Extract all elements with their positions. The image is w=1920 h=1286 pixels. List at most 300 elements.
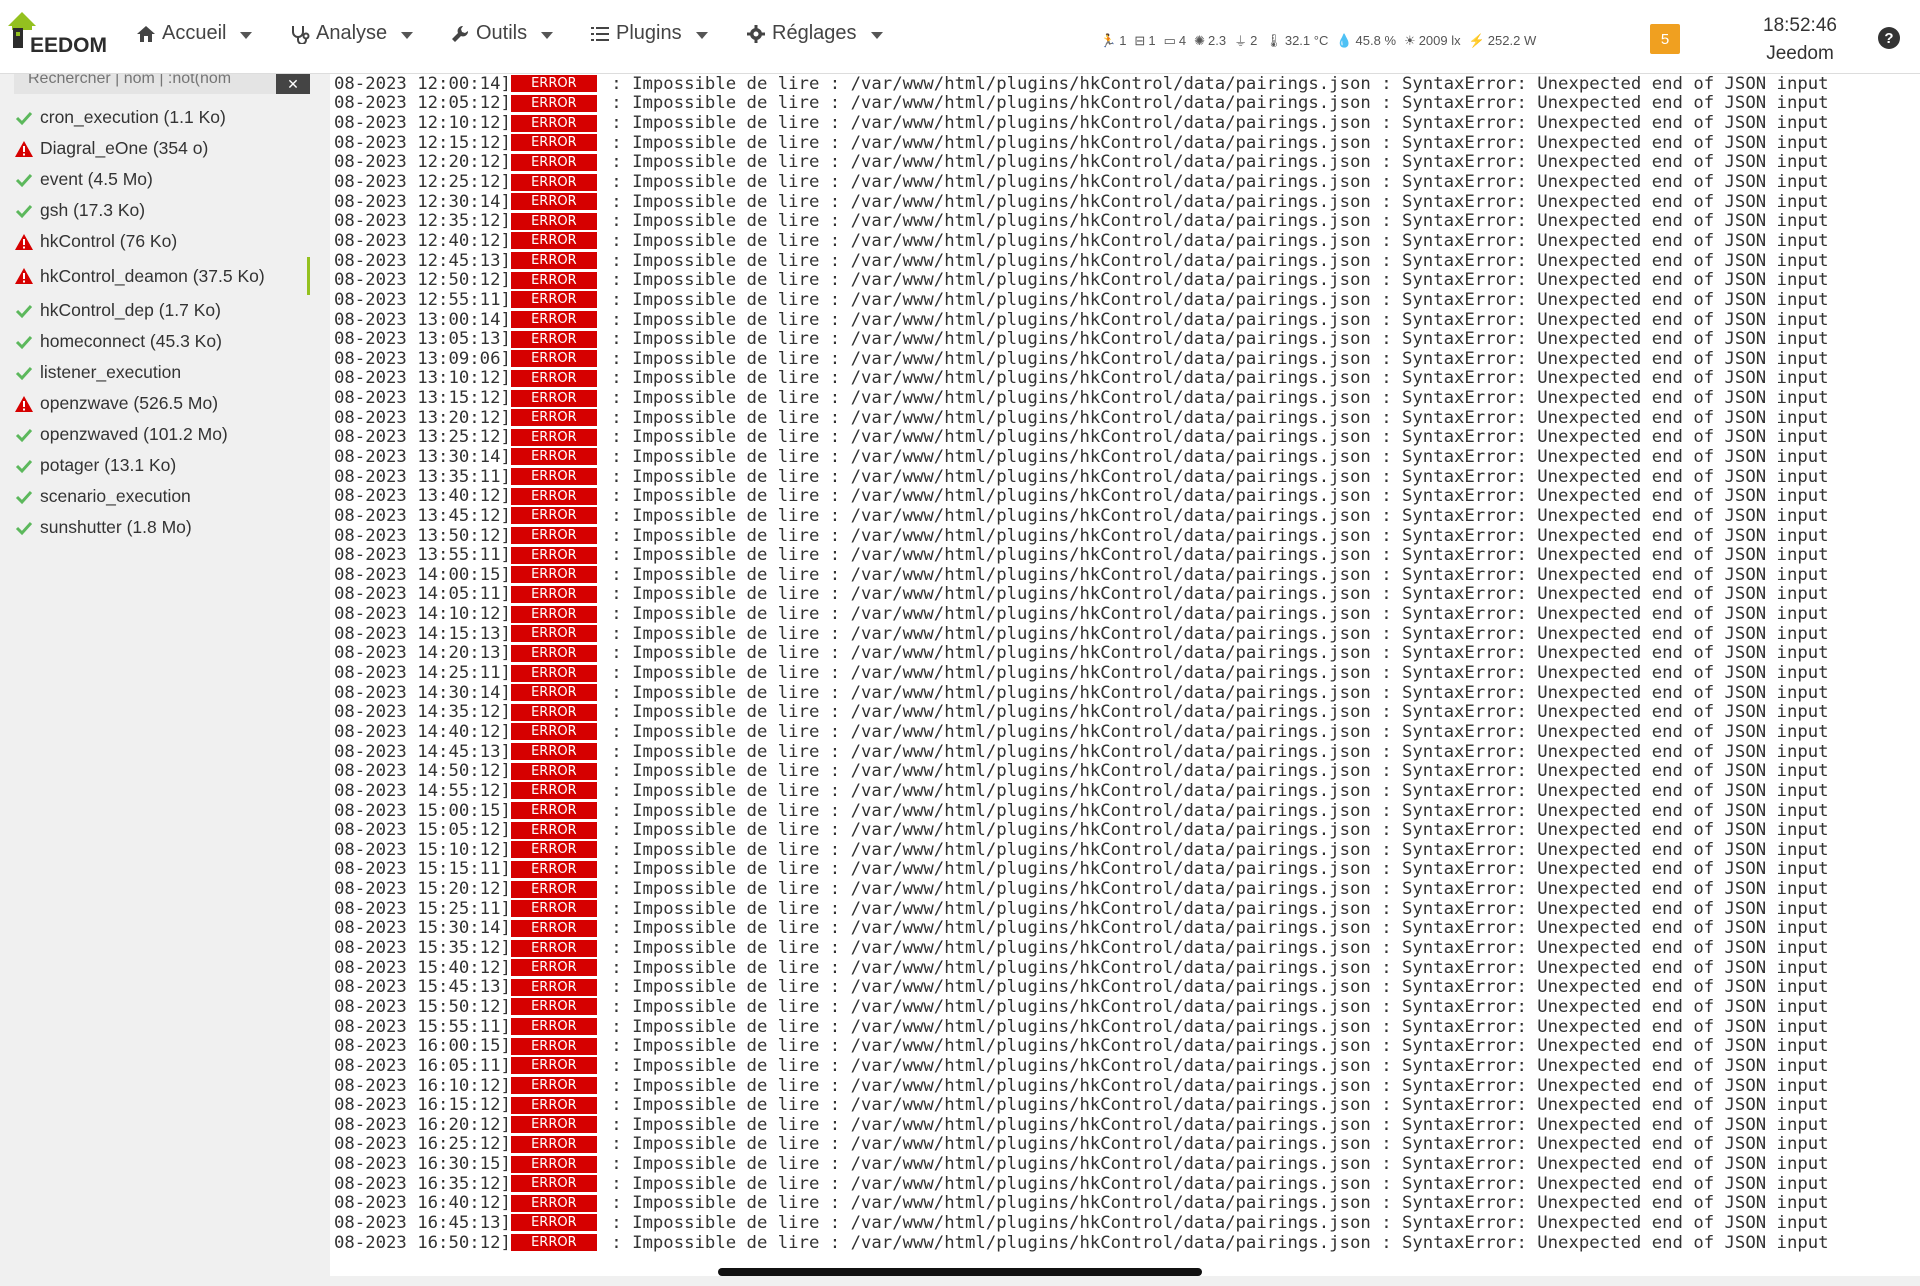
log-timestamp: 08-2023 16:10:12] — [334, 1075, 511, 1096]
log-message: : Impossible de lire : /var/www/html/plugins/hkControl/data/pairings.json : SyntaxError: Unexpected end of JSON input — [600, 780, 1829, 801]
error-level-badge: ERROR — [511, 115, 597, 132]
log-item[interactable] — [0, 257, 310, 295]
log-line — [334, 1135, 1829, 1155]
log-timestamp: 08-2023 15:20:12] — [334, 879, 511, 900]
log-viewer[interactable] — [330, 74, 1920, 1276]
error-level-badge: ERROR — [511, 350, 597, 367]
error-level-badge: ERROR — [511, 1097, 597, 1114]
error-level-badge: ERROR — [511, 252, 597, 269]
log-lines — [334, 74, 1829, 1252]
log-timestamp: 08-2023 15:10:12] — [334, 839, 511, 860]
error-level-badge: ERROR — [511, 979, 597, 996]
menu-outils[interactable] — [450, 22, 553, 45]
log-message: : Impossible de lire : /var/www/html/plugins/hkControl/data/pairings.json : SyntaxError: Unexpected end of JSON input — [600, 957, 1829, 978]
log-line — [334, 74, 1829, 94]
close-icon[interactable]: ✕ — [276, 74, 310, 94]
error-level-badge: ERROR — [511, 723, 597, 740]
log-message: : Impossible de lire : /var/www/html/plugins/hkControl/data/pairings.json : SyntaxError: Unexpected end of JSON input — [600, 879, 1829, 900]
wrench-icon — [450, 24, 470, 44]
log-line — [334, 467, 1829, 487]
log-line — [334, 565, 1829, 585]
error-level-badge: ERROR — [511, 959, 597, 976]
log-line — [334, 1095, 1829, 1115]
clock-time: 18:52:46 — [1763, 15, 1837, 36]
menu-outils-label: Outils — [476, 22, 528, 44]
warning-icon — [14, 266, 34, 286]
log-message: : Impossible de lire : /var/www/html/plugins/hkControl/data/pairings.json : SyntaxError: Unexpected end of JSON input — [600, 486, 1829, 507]
log-item-label: gsh (17.3 Ko) — [40, 200, 146, 220]
log-item-label: hkControl_deamon (37.5 Ko) — [40, 265, 265, 286]
check-icon — [14, 201, 34, 221]
status-door[interactable]: ⊟ 1 — [1134, 32, 1156, 48]
log-line — [334, 251, 1829, 271]
log-line — [334, 977, 1829, 997]
error-level-badge: ERROR — [511, 232, 597, 249]
jeedom-logo[interactable] — [8, 10, 108, 62]
log-message: : Impossible de lire : /var/www/html/plugins/hkControl/data/pairings.json : SyntaxError: Unexpected end of JSON input — [600, 1173, 1829, 1194]
log-message: : Impossible de lire : /var/www/html/plugins/hkControl/data/pairings.json : SyntaxError: Unexpected end of JSON input — [600, 623, 1829, 644]
log-message: : Impossible de lire : /var/www/html/plugins/hkControl/data/pairings.json : SyntaxError: Unexpected end of JSON input — [600, 407, 1829, 428]
log-message: : Impossible de lire : /var/www/html/plugins/hkControl/data/pairings.json : SyntaxError: Unexpected end of JSON input — [600, 1154, 1829, 1175]
log-line — [334, 703, 1829, 723]
log-search — [14, 74, 310, 94]
log-line — [334, 958, 1829, 978]
error-level-badge: ERROR — [511, 527, 597, 544]
log-line — [334, 761, 1829, 781]
log-line — [334, 133, 1829, 153]
log-item-label: Diagral_eOne (354 o) — [40, 138, 209, 158]
status-light[interactable]: ✺ 2.3 — [1194, 32, 1227, 48]
log-message: : Impossible de lire : /var/www/html/plugins/hkControl/data/pairings.json : SyntaxError: Unexpected end of JSON input — [600, 132, 1829, 153]
log-line — [334, 644, 1829, 664]
log-timestamp: 08-2023 12:55:11] — [334, 289, 511, 310]
log-message: : Impossible de lire : /var/www/html/plugins/hkControl/data/pairings.json : SyntaxError: Unexpected end of JSON input — [600, 1212, 1829, 1233]
error-level-badge: ERROR — [511, 841, 597, 858]
log-timestamp: 08-2023 12:20:12] — [334, 152, 511, 173]
log-line — [334, 820, 1829, 840]
error-level-badge: ERROR — [511, 586, 597, 603]
log-timestamp: 08-2023 14:15:13] — [334, 623, 511, 644]
error-level-badge: ERROR — [511, 547, 597, 564]
error-level-badge: ERROR — [511, 95, 597, 112]
error-level-badge: ERROR — [511, 822, 597, 839]
gear-icon — [746, 24, 766, 44]
log-timestamp: 08-2023 12:35:12] — [334, 211, 511, 232]
log-timestamp: 08-2023 12:10:12] — [334, 113, 511, 134]
log-line — [334, 1174, 1829, 1194]
chevron-down-icon — [696, 32, 708, 39]
power-icon: ⚡ — [1468, 32, 1485, 48]
error-level-badge: ERROR — [511, 782, 597, 799]
log-timestamp: 08-2023 12:45:13] — [334, 250, 511, 271]
log-line — [334, 1194, 1829, 1214]
log-item[interactable] — [0, 195, 310, 226]
error-level-badge: ERROR — [511, 1136, 597, 1153]
window-icon: ▭ — [1163, 32, 1176, 48]
plug-icon: ⏚ — [1234, 34, 1248, 49]
log-message: : Impossible de lire : /var/www/html/plugins/hkControl/data/pairings.json : SyntaxError: Unexpected end of JSON input — [600, 172, 1829, 193]
log-line — [334, 604, 1829, 624]
log-message: : Impossible de lire : /var/www/html/plugins/hkControl/data/pairings.json : SyntaxError: Unexpected end of JSON input — [600, 918, 1829, 939]
log-item[interactable] — [0, 357, 310, 388]
log-timestamp: 08-2023 12:50:12] — [334, 270, 511, 291]
log-item-label: sunshutter (1.8 Mo) — [40, 517, 192, 537]
log-message: : Impossible de lire : /var/www/html/plugins/hkControl/data/pairings.json : SyntaxError: Unexpected end of JSON input — [600, 1095, 1829, 1116]
error-level-badge: ERROR — [511, 429, 597, 446]
error-level-badge: ERROR — [511, 1234, 597, 1251]
log-item[interactable] — [0, 512, 310, 543]
log-timestamp: 08-2023 16:45:13] — [334, 1212, 511, 1233]
status-plug[interactable]: ⏚ 2 — [1234, 33, 1258, 49]
error-level-badge: ERROR — [511, 468, 597, 485]
log-message: : Impossible de lire : /var/www/html/plugins/hkControl/data/pairings.json : SyntaxError: Unexpected end of JSON input — [600, 447, 1829, 467]
menu-analyse[interactable] — [290, 22, 413, 45]
log-message: : Impossible de lire : /var/www/html/plugins/hkControl/data/pairings.json : SyntaxError: Unexpected end of JSON input — [600, 348, 1829, 369]
log-item[interactable] — [0, 102, 310, 133]
error-level-badge: ERROR — [511, 1038, 597, 1055]
log-timestamp: 08-2023 13:45:12] — [334, 505, 511, 526]
log-timestamp: 08-2023 15:05:12] — [334, 820, 511, 841]
warning-icon — [14, 232, 34, 252]
log-message: : Impossible de lire : /var/www/html/plugins/hkControl/data/pairings.json : SyntaxError: Unexpected end of JSON input — [600, 741, 1829, 762]
error-level-badge: ERROR — [511, 311, 597, 328]
log-item-label: cron_execution (1.1 Ko) — [40, 107, 226, 127]
menu-reglages-label: Réglages — [772, 22, 857, 44]
log-line — [334, 1056, 1829, 1076]
log-line — [334, 192, 1829, 212]
log-message: : Impossible de lire : /var/www/html/plugins/hkControl/data/pairings.json : SyntaxError: Unexpected end of JSON input — [600, 427, 1829, 448]
log-message: : Impossible de lire : /var/www/html/plugins/hkControl/data/pairings.json : SyntaxError: Unexpected end of JSON input — [600, 1055, 1829, 1076]
error-level-badge: ERROR — [511, 665, 597, 682]
log-timestamp: 08-2023 13:09:06] — [334, 348, 511, 369]
light-icon: ✺ — [1194, 32, 1205, 48]
log-line — [334, 369, 1829, 389]
log-message: : Impossible de lire : /var/www/html/plugins/hkControl/data/pairings.json : SyntaxError: Unexpected end of JSON input — [600, 250, 1829, 271]
log-message: : Impossible de lire : /var/www/html/plugins/hkControl/data/pairings.json : SyntaxError: Unexpected end of JSON input — [600, 1016, 1829, 1037]
check-icon — [14, 108, 34, 128]
log-timestamp: 08-2023 16:00:15] — [334, 1036, 511, 1057]
check-icon — [14, 170, 34, 190]
log-item[interactable] — [0, 326, 310, 357]
log-line — [334, 526, 1829, 546]
error-level-badge: ERROR — [511, 193, 597, 210]
error-level-badge: ERROR — [511, 1057, 597, 1074]
log-message: : Impossible de lire : /var/www/html/plugins/hkControl/data/pairings.json : SyntaxError: Unexpected end of JSON input — [600, 800, 1829, 821]
log-item-label: hkControl_dep (1.7 Ko) — [40, 300, 221, 320]
log-message: : Impossible de lire : /var/www/html/plugins/hkControl/data/pairings.json : SyntaxError: Unexpected end of JSON input — [600, 1075, 1829, 1096]
error-level-badge: ERROR — [511, 370, 597, 387]
log-line — [334, 172, 1829, 192]
log-timestamp: 08-2023 13:25:12] — [334, 427, 511, 448]
log-timestamp: 08-2023 16:25:12] — [334, 1134, 511, 1155]
log-item-label: event (4.5 Mo) — [40, 169, 153, 189]
warning-icon — [14, 394, 34, 414]
clock-name: Jeedom — [1766, 43, 1834, 64]
error-level-badge: ERROR — [511, 213, 597, 230]
message-badge[interactable]: 5 — [1650, 24, 1680, 54]
log-line — [334, 1154, 1829, 1174]
thermometer-icon: 🌡 — [1265, 32, 1282, 48]
log-message: : Impossible de lire : /var/www/html/plugins/hkControl/data/pairings.json : SyntaxError: Unexpected end of JSON input — [600, 977, 1829, 998]
log-timestamp: 08-2023 14:55:12] — [334, 780, 511, 801]
log-line — [334, 486, 1829, 506]
error-level-badge: ERROR — [511, 645, 597, 662]
log-timestamp: 08-2023 15:55:11] — [334, 1016, 511, 1037]
log-item[interactable] — [0, 481, 310, 512]
log-timestamp: 08-2023 13:05:13] — [334, 329, 511, 350]
error-level-badge: ERROR — [511, 704, 597, 721]
log-line — [334, 388, 1829, 408]
log-line — [334, 211, 1829, 231]
menu-accueil-label: Accueil — [162, 22, 227, 44]
error-level-badge: ERROR — [511, 272, 597, 289]
log-line — [334, 860, 1829, 880]
log-item[interactable] — [0, 388, 310, 419]
log-message: : Impossible de lire : /var/www/html/plugins/hkControl/data/pairings.json : SyntaxError: Unexpected end of JSON input — [600, 211, 1829, 232]
door-icon: ⊟ — [1134, 32, 1146, 48]
log-timestamp: 08-2023 16:05:11] — [334, 1055, 511, 1076]
log-message: : Impossible de lire : /var/www/html/plugins/hkControl/data/pairings.json : SyntaxError: Unexpected end of JSON input — [600, 1193, 1829, 1214]
log-item-label: scenario_execution — [40, 486, 191, 506]
log-timestamp: 08-2023 12:00:14] — [334, 74, 511, 94]
log-timestamp: 08-2023 15:40:12] — [334, 957, 511, 978]
log-message: : Impossible de lire : /var/www/html/plugins/hkControl/data/pairings.json : SyntaxError: Unexpected end of JSON input — [600, 289, 1829, 310]
error-level-badge: ERROR — [511, 684, 597, 701]
log-line — [334, 408, 1829, 428]
log-message: : Impossible de lire : /var/www/html/plugins/hkControl/data/pairings.json : SyntaxError: Unexpected end of JSON input — [600, 74, 1829, 94]
log-line — [334, 997, 1829, 1017]
log-message: : Impossible de lire : /var/www/html/plugins/hkControl/data/pairings.json : SyntaxError: Unexpected end of JSON input — [600, 1114, 1829, 1135]
check-icon — [14, 425, 34, 445]
error-level-badge: ERROR — [511, 75, 597, 92]
error-level-badge: ERROR — [511, 900, 597, 917]
status-temperature[interactable]: 🌡 32.1 °C — [1265, 32, 1329, 48]
log-timestamp: 08-2023 15:45:13] — [334, 977, 511, 998]
log-item[interactable] — [0, 133, 310, 164]
log-message: : Impossible de lire : /var/www/html/plugins/hkControl/data/pairings.json : SyntaxError: Unexpected end of JSON input — [600, 230, 1829, 251]
brand-wordmark: EEDOM — [30, 34, 108, 57]
log-timestamp: 08-2023 13:10:12] — [334, 368, 511, 389]
log-timestamp: 08-2023 15:30:14] — [334, 918, 511, 939]
log-message: : Impossible de lire : /var/www/html/plugins/hkControl/data/pairings.json : SyntaxError: Unexpected end of JSON input — [600, 545, 1829, 566]
log-timestamp: 08-2023 16:20:12] — [334, 1114, 511, 1135]
log-timestamp: 08-2023 14:45:13] — [334, 741, 511, 762]
error-level-badge: ERROR — [511, 390, 597, 407]
log-item-label: openzwaved (101.2 Mo) — [40, 424, 228, 444]
humidity-icon: 💧 — [1336, 32, 1353, 48]
log-timestamp: 08-2023 15:00:15] — [334, 800, 511, 821]
log-message: : Impossible de lire : /var/www/html/plugins/hkControl/data/pairings.json : SyntaxError: Unexpected end of JSON input — [600, 1232, 1829, 1253]
log-message: : Impossible de lire : /var/www/html/plugins/hkControl/data/pairings.json : SyntaxError: Unexpected end of JSON input — [600, 859, 1829, 880]
log-line — [334, 349, 1829, 369]
home-icon — [136, 25, 156, 43]
error-level-badge: ERROR — [511, 291, 597, 308]
log-line — [334, 938, 1829, 958]
log-timestamp: 08-2023 15:25:11] — [334, 898, 511, 919]
log-item-label: potager (13.1 Ko) — [40, 455, 177, 475]
error-level-badge: ERROR — [511, 331, 597, 348]
error-level-badge: ERROR — [511, 1175, 597, 1192]
log-timestamp: 08-2023 14:05:11] — [334, 584, 511, 605]
error-level-badge: ERROR — [511, 1018, 597, 1035]
error-level-badge: ERROR — [511, 802, 597, 819]
log-list — [0, 102, 310, 543]
status-motion[interactable]: 🏃 1 — [1100, 32, 1127, 48]
check-icon — [14, 518, 34, 538]
log-timestamp: 08-2023 14:30:14] — [334, 682, 511, 703]
log-timestamp: 08-2023 14:10:12] — [334, 604, 511, 625]
log-message: : Impossible de lire : /var/www/html/plugins/hkControl/data/pairings.json : SyntaxError: Unexpected end of JSON input — [600, 898, 1829, 919]
log-message: : Impossible de lire : /var/www/html/plugins/hkControl/data/pairings.json : SyntaxError: Unexpected end of JSON input — [600, 329, 1829, 350]
log-line — [334, 781, 1829, 801]
log-line — [334, 113, 1829, 133]
check-icon — [14, 301, 34, 321]
error-level-badge: ERROR — [511, 625, 597, 642]
clock — [1750, 12, 1850, 68]
log-timestamp: 08-2023 16:40:12] — [334, 1193, 511, 1214]
log-message: : Impossible de lire : /var/www/html/plugins/hkControl/data/pairings.json : SyntaxError: Unexpected end of JSON input — [600, 702, 1829, 723]
log-message: : Impossible de lire : /var/www/html/plugins/hkControl/data/pairings.json : SyntaxError: Unexpected end of JSON input — [600, 938, 1829, 959]
log-line — [334, 1076, 1829, 1096]
log-message: : Impossible de lire : /var/www/html/plugins/hkControl/data/pairings.json : SyntaxError: Unexpected end of JSON input — [600, 721, 1829, 742]
log-item[interactable] — [0, 164, 310, 195]
log-timestamp: 08-2023 16:35:12] — [334, 1173, 511, 1194]
check-icon — [14, 363, 34, 383]
stethoscope-icon — [290, 24, 310, 44]
log-item-label: homeconnect (45.3 Ko) — [40, 331, 222, 351]
help-icon[interactable]: ? — [1878, 27, 1900, 49]
status-power[interactable]: ⚡ 252.2 W — [1468, 32, 1537, 48]
log-message: : Impossible de lire : /var/www/html/plugins/hkControl/data/pairings.json : SyntaxError: Unexpected end of JSON input — [600, 584, 1829, 605]
log-message: : Impossible de lire : /var/www/html/plugins/hkControl/data/pairings.json : SyntaxError: Unexpected end of JSON input — [600, 761, 1829, 782]
log-line — [334, 290, 1829, 310]
log-line — [334, 1213, 1829, 1233]
check-icon — [14, 456, 34, 476]
log-timestamp: 08-2023 12:30:14] — [334, 191, 511, 212]
chevron-down-icon — [240, 32, 252, 39]
status-humidity[interactable]: 💧 45.8 % — [1336, 32, 1397, 48]
log-item[interactable] — [0, 295, 310, 326]
log-timestamp: 08-2023 13:50:12] — [334, 525, 511, 546]
log-message: : Impossible de lire : /var/www/html/plugins/hkControl/data/pairings.json : SyntaxError: Unexpected end of JSON input — [600, 388, 1829, 409]
error-level-badge: ERROR — [511, 1077, 597, 1094]
log-timestamp: 08-2023 12:05:12] — [334, 93, 511, 114]
error-level-badge: ERROR — [511, 606, 597, 623]
log-timestamp: 08-2023 16:30:15] — [334, 1154, 511, 1175]
log-item-label: hkControl (76 Ko) — [40, 231, 178, 251]
list-icon — [590, 25, 610, 43]
log-message: : Impossible de lire : /var/www/html/plugins/hkControl/data/pairings.json : SyntaxError: Unexpected end of JSON input — [600, 663, 1829, 684]
log-message: : Impossible de lire : /var/www/html/plugins/hkControl/data/pairings.json : SyntaxError: Unexpected end of JSON input — [600, 191, 1829, 212]
log-line — [334, 899, 1829, 919]
log-message: : Impossible de lire : /var/www/html/plugins/hkControl/data/pairings.json : SyntaxError: Unexpected end of JSON input — [600, 996, 1829, 1017]
error-level-badge: ERROR — [511, 1195, 597, 1212]
log-line — [334, 624, 1829, 644]
log-timestamp: 08-2023 14:50:12] — [334, 761, 511, 782]
error-level-badge: ERROR — [511, 861, 597, 878]
log-message: : Impossible de lire : /var/www/html/plugins/hkControl/data/pairings.json : SyntaxError: Unexpected end of JSON input — [600, 1036, 1829, 1057]
log-message: : Impossible de lire : /var/www/html/plugins/hkControl/data/pairings.json : SyntaxError: Unexpected end of JSON input — [600, 564, 1829, 585]
status-window[interactable]: ▭ 4 — [1163, 32, 1187, 48]
log-timestamp: 08-2023 12:25:12] — [334, 172, 511, 193]
log-timestamp: 08-2023 13:40:12] — [334, 486, 511, 507]
status-summary — [1100, 31, 1536, 50]
log-line — [334, 1115, 1829, 1135]
log-timestamp: 08-2023 16:50:12] — [334, 1232, 511, 1253]
log-timestamp: 08-2023 14:00:15] — [334, 564, 511, 585]
error-level-badge: ERROR — [511, 940, 597, 957]
log-timestamp: 08-2023 13:00:14] — [334, 309, 511, 330]
log-line — [334, 94, 1829, 114]
error-level-badge: ERROR — [511, 507, 597, 524]
menu-reglages[interactable] — [746, 22, 883, 45]
chevron-down-icon — [541, 32, 553, 39]
search-input[interactable] — [14, 74, 276, 94]
luminosity-icon: ☀ — [1404, 32, 1416, 48]
log-message: : Impossible de lire : /var/www/html/plugins/hkControl/data/pairings.json : SyntaxError: Unexpected end of JSON input — [600, 525, 1829, 546]
error-level-badge: ERROR — [511, 566, 597, 583]
status-luminosity[interactable]: ☀ 2009 lx — [1404, 32, 1461, 48]
log-line — [334, 153, 1829, 173]
log-timestamp: 08-2023 13:55:11] — [334, 545, 511, 566]
menu-accueil[interactable] — [136, 22, 252, 45]
log-item[interactable] — [0, 450, 310, 481]
log-line — [334, 545, 1829, 565]
log-message: : Impossible de lire : /var/www/html/plugins/hkControl/data/pairings.json : SyntaxError: Unexpected end of JSON input — [600, 113, 1829, 134]
log-timestamp: 08-2023 16:15:12] — [334, 1095, 511, 1116]
error-level-badge: ERROR — [511, 881, 597, 898]
error-level-badge: ERROR — [511, 1156, 597, 1173]
log-item-label: listener_execution — [40, 362, 182, 382]
log-line — [334, 585, 1829, 605]
menu-analyse-label: Analyse — [316, 22, 388, 44]
log-message: : Impossible de lire : /var/www/html/plugins/hkControl/data/pairings.json : SyntaxError: Unexpected end of JSON input — [600, 270, 1829, 291]
warning-icon — [14, 139, 34, 159]
log-sidebar — [0, 74, 318, 1286]
error-level-badge: ERROR — [511, 409, 597, 426]
log-message: : Impossible de lire : /var/www/html/plugins/hkControl/data/pairings.json : SyntaxError: Unexpected end of JSON input — [600, 309, 1829, 330]
log-line — [334, 683, 1829, 703]
log-item[interactable] — [0, 419, 310, 450]
log-item[interactable] — [0, 226, 310, 257]
log-line — [334, 310, 1829, 330]
error-level-badge: ERROR — [511, 174, 597, 191]
log-line — [334, 1036, 1829, 1056]
log-timestamp: 08-2023 12:40:12] — [334, 230, 511, 251]
error-level-badge: ERROR — [511, 154, 597, 171]
error-level-badge: ERROR — [511, 763, 597, 780]
log-message: : Impossible de lire : /var/www/html/plugins/hkControl/data/pairings.json : SyntaxError: Unexpected end of JSON input — [600, 152, 1829, 173]
menu-plugins[interactable] — [590, 22, 708, 45]
log-timestamp: 08-2023 14:20:13] — [334, 643, 511, 664]
chevron-down-icon — [871, 32, 883, 39]
log-timestamp: 08-2023 13:15:12] — [334, 388, 511, 409]
log-item-label: openzwave (526.5 Mo) — [40, 393, 219, 413]
log-line — [334, 329, 1829, 349]
log-timestamp: 08-2023 12:15:12] — [334, 132, 511, 153]
log-line — [334, 270, 1829, 290]
log-line — [334, 428, 1829, 448]
log-timestamp: 08-2023 14:40:12] — [334, 721, 511, 742]
log-message: : Impossible de lire : /var/www/html/plugins/hkControl/data/pairings.json : SyntaxError: Unexpected end of JSON input — [600, 643, 1829, 664]
error-level-badge: ERROR — [511, 488, 597, 505]
log-message: : Impossible de lire : /var/www/html/plugins/hkControl/data/pairings.json : SyntaxError: Unexpected end of JSON input — [600, 820, 1829, 841]
log-message: : Impossible de lire : /var/www/html/plugins/hkControl/data/pairings.json : SyntaxError: Unexpected end of JSON input — [600, 839, 1829, 860]
log-message: : Impossible de lire : /var/www/html/plugins/hkControl/data/pairings.json : SyntaxError: Unexpected end of JSON input — [600, 604, 1829, 625]
motion-icon: 🏃 — [1100, 32, 1117, 48]
menu-plugins-label: Plugins — [616, 22, 682, 44]
home-indicator[interactable] — [718, 1268, 1202, 1276]
